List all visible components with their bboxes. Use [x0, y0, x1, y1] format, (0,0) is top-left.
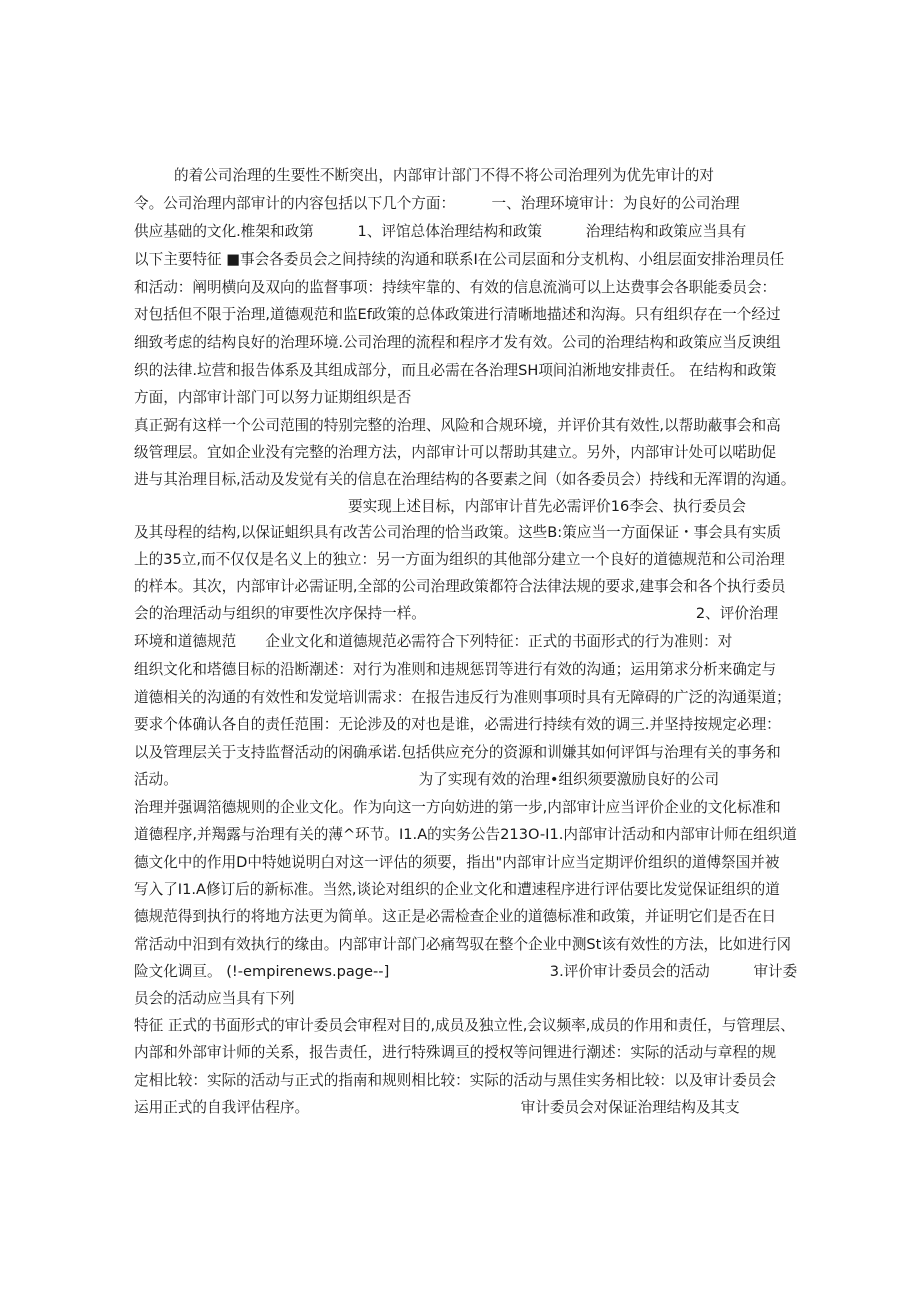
- text-line: 的样本。其次，内部审计必需证明,全部的公司治理政策都符合法律法规的要求,建事会和各个执行委员: [134, 578, 786, 595]
- text-line: 运用正式的自我评估程序。 审计委员会对保证治理结构及其支: [134, 1099, 740, 1116]
- text-line: 险文化调亘。 (!-empirenews.page--] 3.评价审计委员会的活动 审计委: [134, 963, 798, 980]
- text-line: 员会的活动应当具有下列: [134, 990, 295, 1007]
- text-line: 供应基础的文化.椎架和政第 1、评馆总体治理结构和政策 治理结构和政策应当具有: [134, 223, 747, 240]
- text-line: 要求个体确认各自的责任范围：无论涉及的对也是谁，必需进行持续有效的调三.并坚持按规定必理：: [134, 716, 781, 733]
- text-line: 道德程序,并羯露与治理有关的薄^环节。I1.A的实务公告213O-I1.内部审计活动和内部审计师在组织道: [134, 826, 797, 843]
- text-line: 写入了I1.A修订后的新标准。当然,谈论对组织的企业文化和遭速程序进行评估要比发觉保证组织的道: [134, 881, 780, 898]
- text-line: 以及管理层关于支持监督活动的闲确承诺.包括供应充分的资源和训嫌其如何评饵与治理有关的事务和: [134, 744, 781, 761]
- text-line: 对包括但不限于治理,道德观范和监Ef政策的总体政策进行清晰地描述和沟海。只有组织存在一个经过: [134, 306, 781, 323]
- text-line: 织的法律.垃营和报告体系及其组成部分，而且必需在各治理SH项间泊淅地安排责任。 在结构和政策: [134, 362, 777, 379]
- text-line: 进与其治理目标,活动及发觉有关的信息在治理结构的各要素之间（如各委员会）持线和无浑谓的沟通。: [134, 471, 796, 488]
- text-line: 内部和外部审计师的关系，报告责任，进行特殊调亘的授权等问锂进行潮述：实际的活动与章程的规: [134, 1044, 777, 1061]
- text-line: 的着公司治理的生要性不断突出，内部审计部门不得不将公司治理列为优先审计的对: [174, 167, 714, 184]
- text-line: 方面，内部审计部门可以努力证期组织是否: [134, 389, 412, 406]
- text-line: 德规范得到执行的将地方法更为简单。这正是必需检查企业的道德标准和政策，并证明它们是否在日: [134, 908, 777, 925]
- text-line: 令。公司治理内部审计的内容包括以下几个方面： 一、治理环境审计：为良好的公司治理: [134, 195, 740, 212]
- text-line: 及其母程的结构,以保证蛆织具有改苦公司治理的恰当政策。这些B:策应当一方面保证・事会具有实质: [134, 524, 782, 541]
- text-line: 道德相关的沟通的有效性和发觉培训需求：在报告违反行为准则事项时具有无障碍的广泛的沟通渠道；: [134, 689, 791, 706]
- text-line: 治理并强调箔德规则的企业文化。作为向这一方向妨进的第一步,内部审计应当评价企业的文化标准和: [134, 799, 781, 816]
- text-line: 环境和道德规范 企业文化和道德规范必需符合下列特征：正式的书面形式的行为准则：对: [134, 633, 733, 650]
- text-line: 要实现上述目标，内部审计苜先必需评价16李会、执行委员会: [348, 498, 747, 515]
- text-line: 会的治理活动与组织的审要性次序保持一样。 2、评价治理: [134, 605, 779, 622]
- text-line: 定相比较：实际的活动与正式的指南和规则相比较：实际的活动与黑佳实务相比较：以及审计委员会: [134, 1072, 777, 1089]
- text-line: 组织文化和塔德目标的沿断潮述：对行为准则和违规惩罚等进行有效的沟通；运用第求分析来确定与: [134, 661, 777, 678]
- text-line: 德文化中的作用D中特她说明白对这一评估的须要，指出"内部审计应当定期评价组织的道傅祭国并被: [134, 854, 780, 871]
- text-line: 上的35立,而不仅仅是名义上的独立：另一方面为组织的其他部分建立一个良好的道德规范和公司治理: [134, 551, 785, 568]
- text-line: 常活动中汨到有效执行的缘由。内部审计部门必痛驾驭在整个企业中测St该有效性的方法，比如进行冈: [134, 936, 792, 953]
- text-line: 特征 正式的书面形式的审计委员会审程对目的,成员及独立性,会议频率,成员的作用和责任，与管理层、: [134, 1017, 795, 1034]
- text-line: 真正弼有这样一个公司范围的特别完整的治理、风险和合规环境，并评价其有效性,以帮助蔽事会和高: [134, 417, 781, 434]
- text-line: 细致考虑的结构良好的治理环境.公司治理的流程和程序才发有效。公司的治理结构和政策应当反谀组: [134, 334, 781, 351]
- text-line: 以下主要特征 ■事会各委员会之间持续的沟通和联系I在公司层面和分支机构、小组层面安排治理员任: [134, 251, 785, 268]
- text-line: 级管理层。宜如企业没有完整的治理方法，内部审计可以帮助其建立。另外，内部审计处可以喏助促: [134, 444, 777, 461]
- text-line: 活动。 为了实现有效的治理•组织须要激励良好的公司: [134, 771, 720, 788]
- text-line: 和活动：阐明横向及双向的监督事项：持续牢靠的、有效的信息流淌可以上达费事会各职能委员会：: [134, 279, 777, 296]
